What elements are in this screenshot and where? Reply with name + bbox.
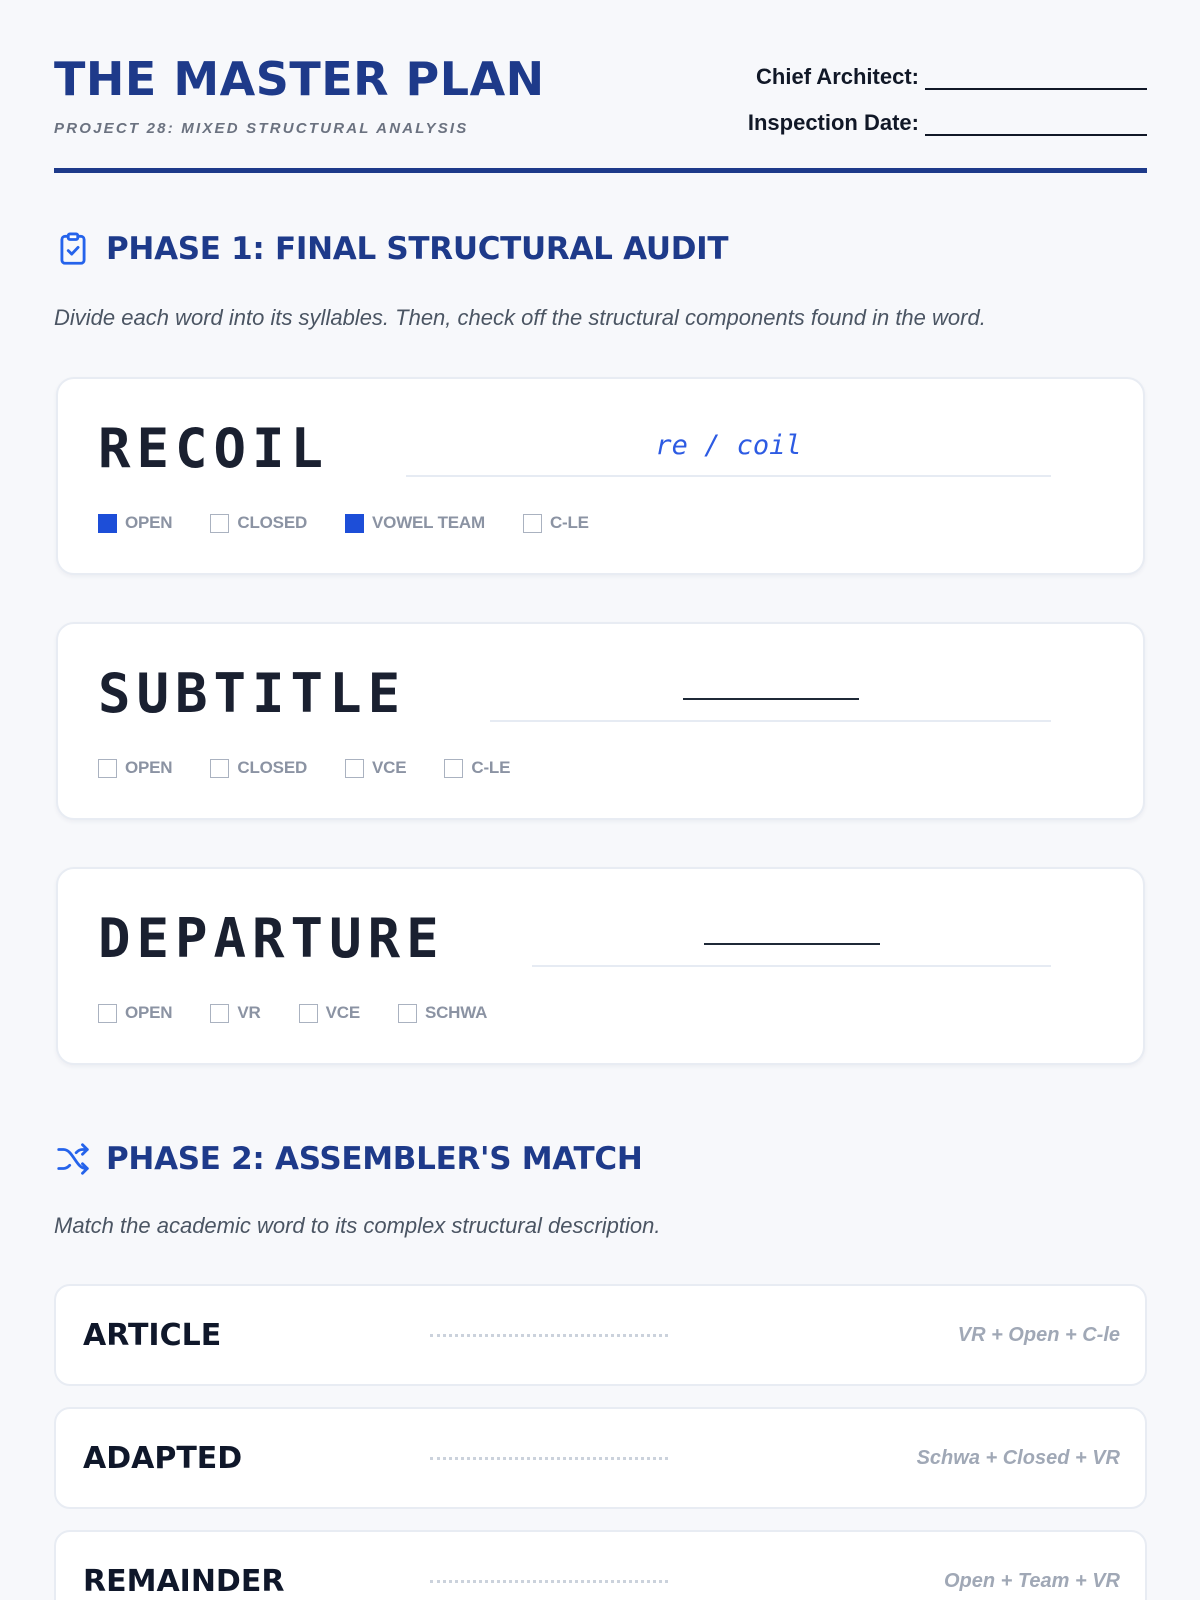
option-label: VR — [237, 1003, 261, 1022]
match-word: REMAINDER — [83, 1564, 285, 1599]
match-word: ADAPTED — [83, 1441, 243, 1476]
phase2-title: PHASE 2: ASSEMBLER'S MATCH — [106, 1141, 643, 1177]
option-label: OPEN — [125, 513, 173, 532]
shuffle-icon — [54, 1140, 92, 1178]
option-label: VCE — [372, 758, 407, 777]
answer-blank-line — [704, 943, 880, 945]
chief-architect-row — [717, 60, 1147, 90]
match-description: Open + Team + VR — [944, 1570, 1120, 1592]
option-label: CLOSED — [237, 758, 308, 777]
match-row[interactable] — [54, 1284, 1147, 1386]
header — [54, 0, 1147, 175]
page-title: THE MASTER PLAN — [54, 52, 545, 106]
word-text: SUBTITLE — [98, 662, 407, 725]
syllable-answer-field[interactable] — [406, 430, 1051, 477]
checkbox-icon[interactable] — [210, 1004, 229, 1023]
option-label: VOWEL TEAM — [372, 513, 485, 532]
checkbox-icon[interactable] — [398, 1004, 417, 1023]
checkbox-checked-icon[interactable] — [345, 514, 364, 533]
checkbox-icon[interactable] — [210, 514, 229, 533]
option-vowel-team[interactable] — [345, 513, 485, 533]
option-label: SCHWA — [424, 1003, 488, 1022]
match-word: ARTICLE — [83, 1318, 222, 1353]
match-dotted-line — [430, 1457, 668, 1460]
option-c-le[interactable] — [523, 513, 589, 533]
checkbox-icon[interactable] — [444, 759, 463, 778]
option-vr[interactable] — [210, 1003, 260, 1023]
chief-architect-label: Chief Architect: — [756, 64, 919, 89]
match-description: Schwa + Closed + VR — [916, 1447, 1120, 1469]
match-row[interactable] — [54, 1530, 1147, 1600]
match-dotted-line — [430, 1334, 668, 1337]
checkbox-icon[interactable] — [98, 759, 117, 778]
syllable-answer-field[interactable] — [490, 720, 1051, 722]
option-vce[interactable] — [345, 758, 406, 778]
option-label: OPEN — [125, 758, 173, 777]
option-closed[interactable] — [210, 513, 307, 533]
option-vce[interactable] — [299, 1003, 360, 1023]
chief-architect-field[interactable] — [925, 68, 1147, 90]
page-subtitle: PROJECT 28: MIXED STRUCTURAL ANALYSIS — [54, 120, 469, 137]
checkbox-checked-icon[interactable] — [98, 514, 117, 533]
option-open[interactable] — [98, 758, 172, 778]
answer-blank-line — [683, 698, 859, 700]
option-label: VCE — [325, 1003, 360, 1022]
phase2-instructions: Match the academic word to its complex structural description. — [54, 1213, 661, 1238]
option-schwa[interactable] — [398, 1003, 487, 1023]
option-c-le[interactable] — [444, 758, 510, 778]
word-card — [56, 867, 1145, 1065]
syllable-answer-field[interactable] — [532, 965, 1051, 967]
match-description: VR + Open + C-le — [957, 1324, 1120, 1346]
phase1-title: PHASE 1: FINAL STRUCTURAL AUDIT — [106, 231, 729, 267]
checkbox-icon[interactable] — [98, 1004, 117, 1023]
checkbox-icon[interactable] — [345, 759, 364, 778]
component-options — [98, 1003, 525, 1023]
header-meta — [717, 60, 1147, 152]
word-text: DEPARTURE — [98, 907, 445, 970]
phase2-heading — [54, 1140, 643, 1178]
phase1-heading — [54, 230, 728, 268]
word-text: RECOIL — [98, 417, 330, 480]
phase1-instructions: Divide each word into its syllables. Then, check off the structural components found in the word. — [54, 305, 986, 330]
option-open[interactable] — [98, 1003, 172, 1023]
clipboard-check-icon — [54, 230, 92, 268]
checkbox-icon[interactable] — [299, 1004, 318, 1023]
component-options — [98, 513, 627, 533]
word-card — [56, 622, 1145, 820]
option-closed[interactable] — [210, 758, 307, 778]
match-dotted-line — [430, 1580, 668, 1583]
match-row[interactable] — [54, 1407, 1147, 1509]
inspection-date-row — [717, 106, 1147, 136]
component-options — [98, 758, 548, 778]
checkbox-icon[interactable] — [210, 759, 229, 778]
option-label: C-LE — [471, 758, 511, 777]
option-label: C-LE — [549, 513, 589, 532]
syllable-answer: re / coil — [655, 430, 802, 461]
header-divider — [54, 168, 1147, 173]
inspection-date-field[interactable] — [925, 114, 1147, 136]
worksheet-page — [54, 0, 1147, 1599]
word-card — [56, 377, 1145, 575]
checkbox-icon[interactable] — [523, 514, 542, 533]
option-open[interactable] — [98, 513, 172, 533]
option-label: OPEN — [125, 1003, 173, 1022]
option-label: CLOSED — [237, 513, 308, 532]
inspection-date-label: Inspection Date: — [747, 110, 919, 135]
